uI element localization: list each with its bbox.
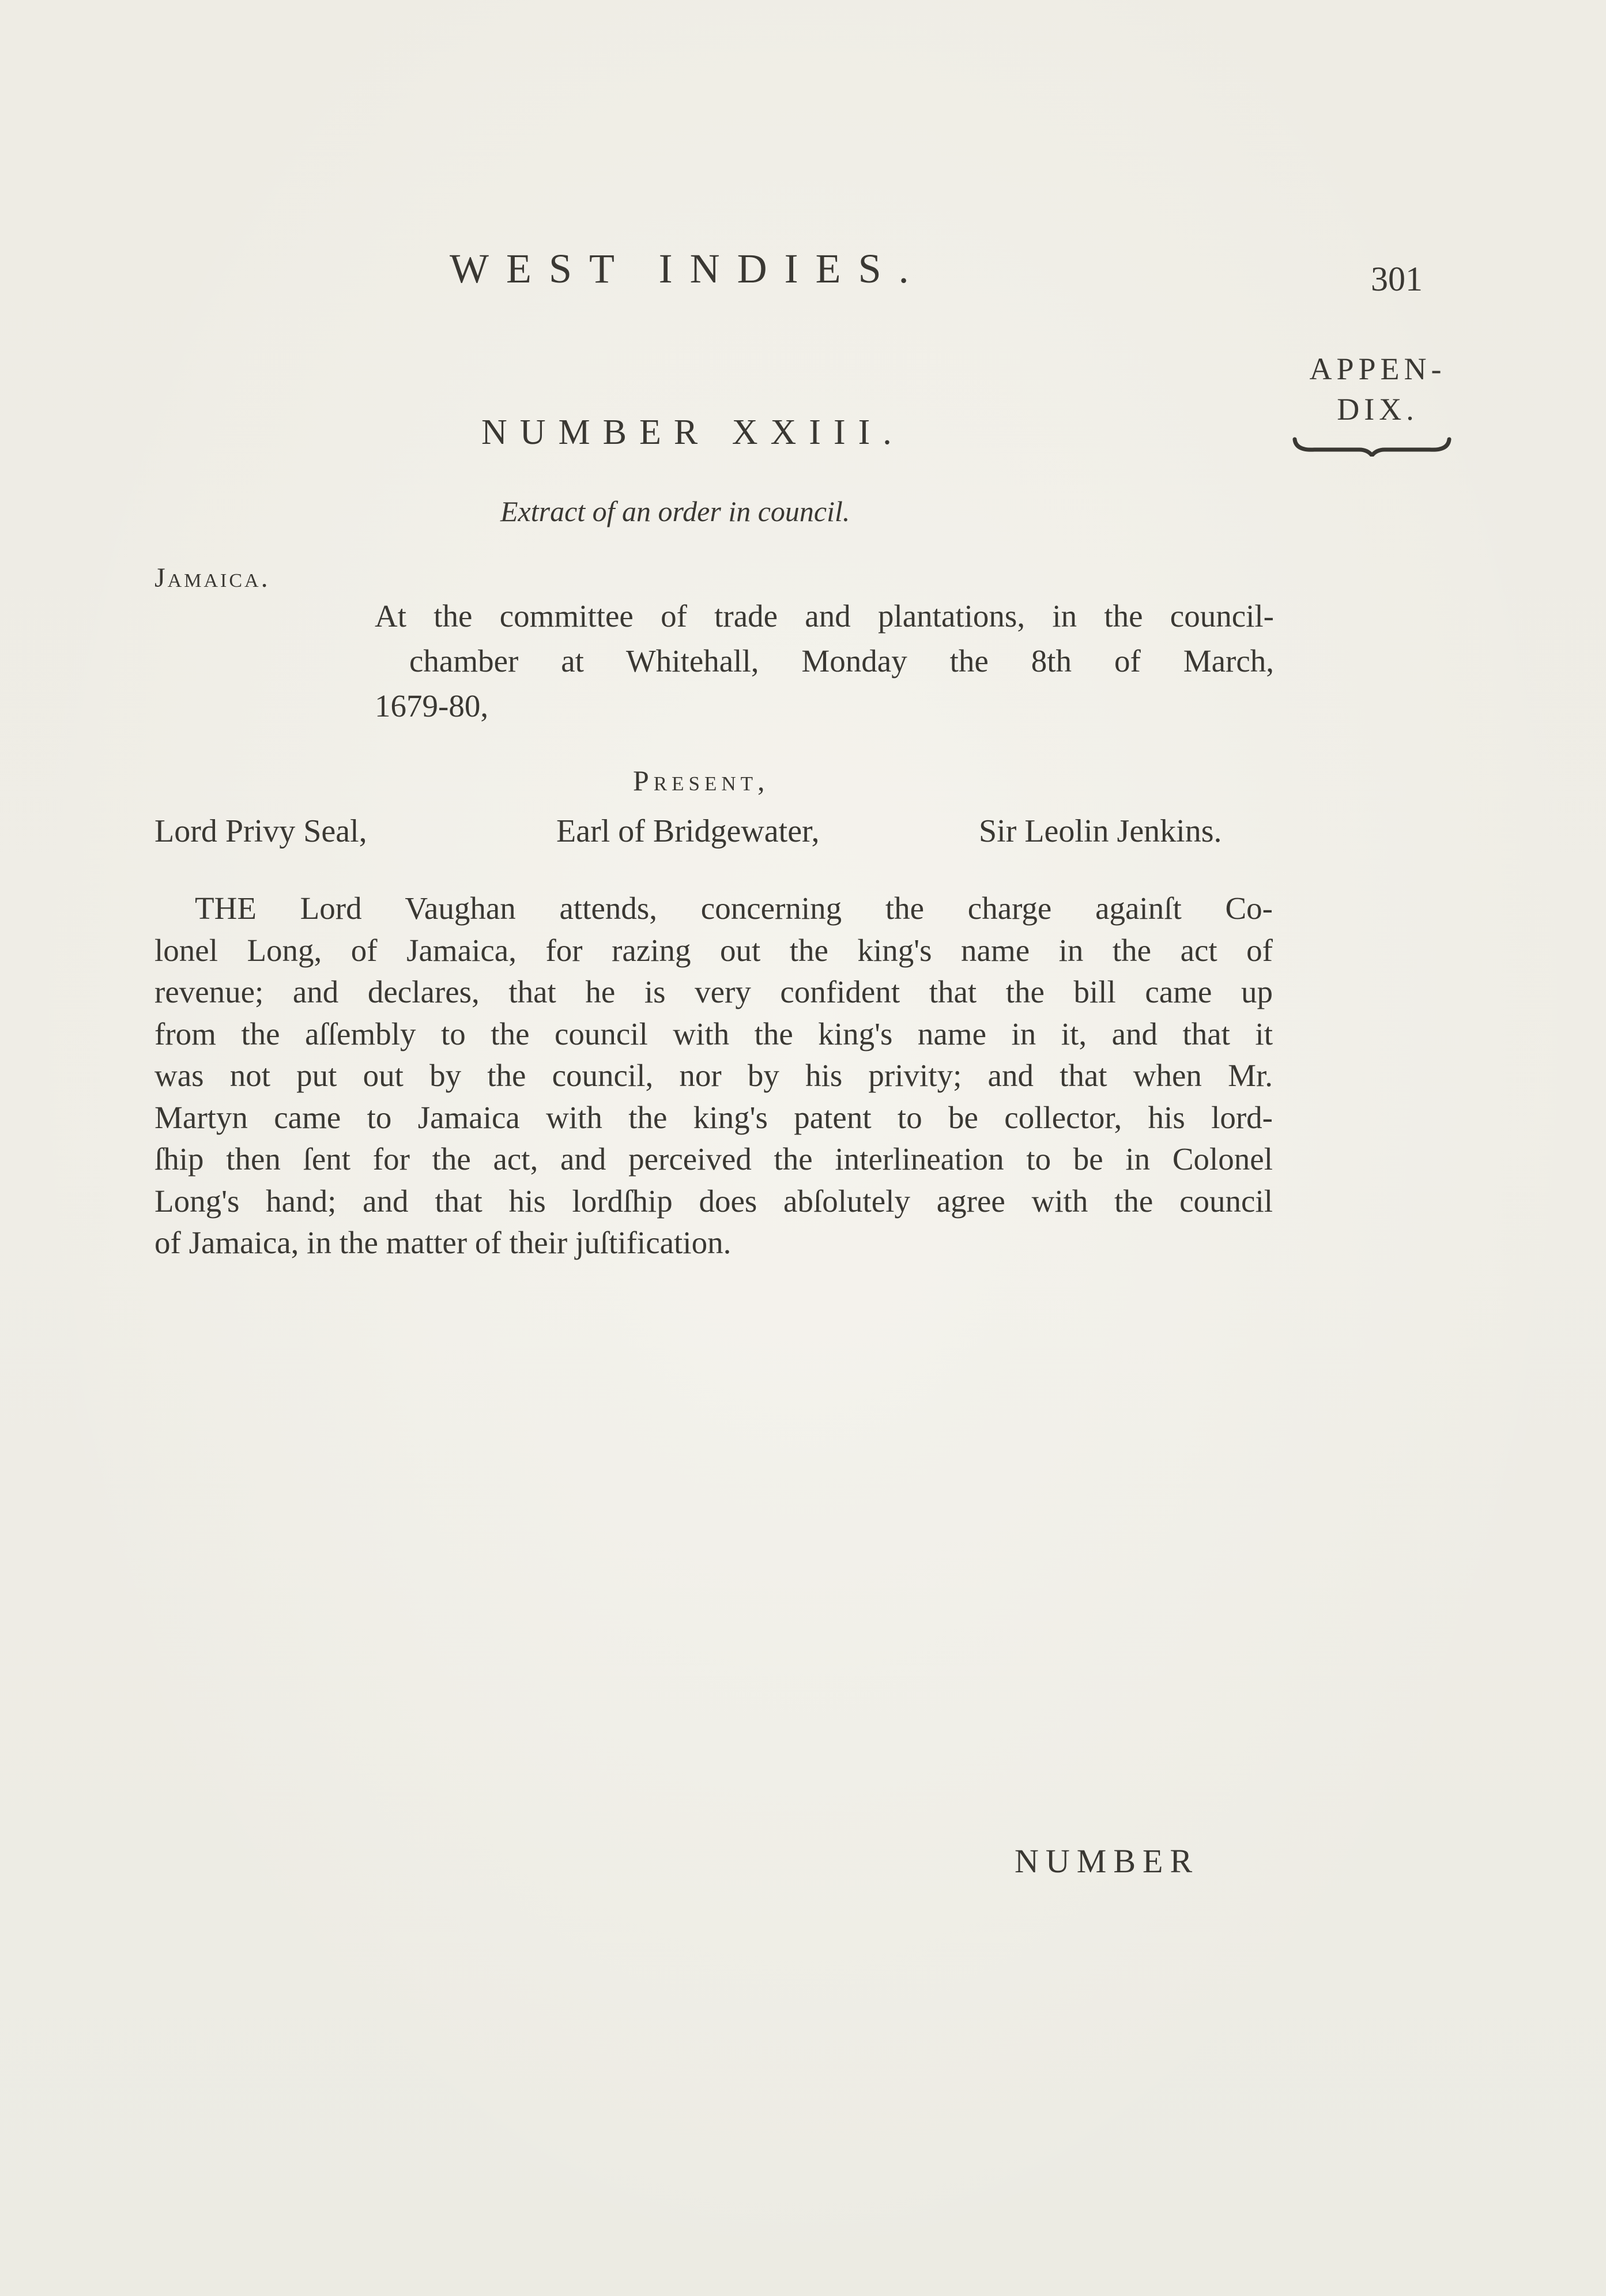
catchword: NUMBER [1015, 1842, 1200, 1880]
council-heading [375, 594, 1274, 729]
body-line: revenue; and declares, that he is very confident that the bill came up [154, 974, 1273, 1009]
body-line: of Jamaica, in the matter of their juſtification. [154, 1225, 732, 1260]
present-label: Present, [633, 764, 770, 797]
council-heading-line: 1679-80, [375, 688, 489, 723]
body-line: Martyn came to Jamaica with the king's patent to be collector, his lord- [154, 1099, 1273, 1135]
body-line: from the aſſembly to the council with the king's name in it, and that it [154, 1016, 1273, 1051]
body-paragraph [154, 888, 1273, 1264]
council-heading-line: chamber at Whitehall, Monday the 8th of March, [409, 643, 1274, 678]
appendix-marginal-label: APPEN- DIX. [1309, 352, 1446, 427]
extract-subtitle: Extract of an order in council. [500, 495, 850, 527]
attendee-name: Sir Leolin Jenkins. [979, 813, 1222, 849]
body-line: Long's hand; and that his lordſhip does abſolutely agree with the council [154, 1183, 1273, 1219]
body-line: THE Lord Vaughan attends, concerning the charge againſt Co- [195, 891, 1273, 926]
appendix-brace-icon [1291, 433, 1453, 457]
body-line: was not put out by the council, nor by his privity; and that when Mr. [154, 1058, 1273, 1093]
body-line: lonel Long, of Jamaica, for razing out the king's name in the act of [154, 932, 1273, 968]
council-heading-line: At the committee of trade and plantations, in the council- [375, 598, 1274, 634]
section-title: NUMBER XXIII. [481, 413, 904, 452]
attendee-name: Lord Privy Seal, [154, 813, 367, 849]
margin-place-name: Jamaica. [154, 563, 270, 593]
running-head: WEST INDIES. [450, 246, 926, 292]
attendee-name: Earl of Bridgewater, [556, 813, 820, 849]
page-number: 301 [1371, 260, 1423, 298]
body-line: ſhip then ſent for the act, and perceived the interlineation to be in Colonel [154, 1141, 1273, 1177]
